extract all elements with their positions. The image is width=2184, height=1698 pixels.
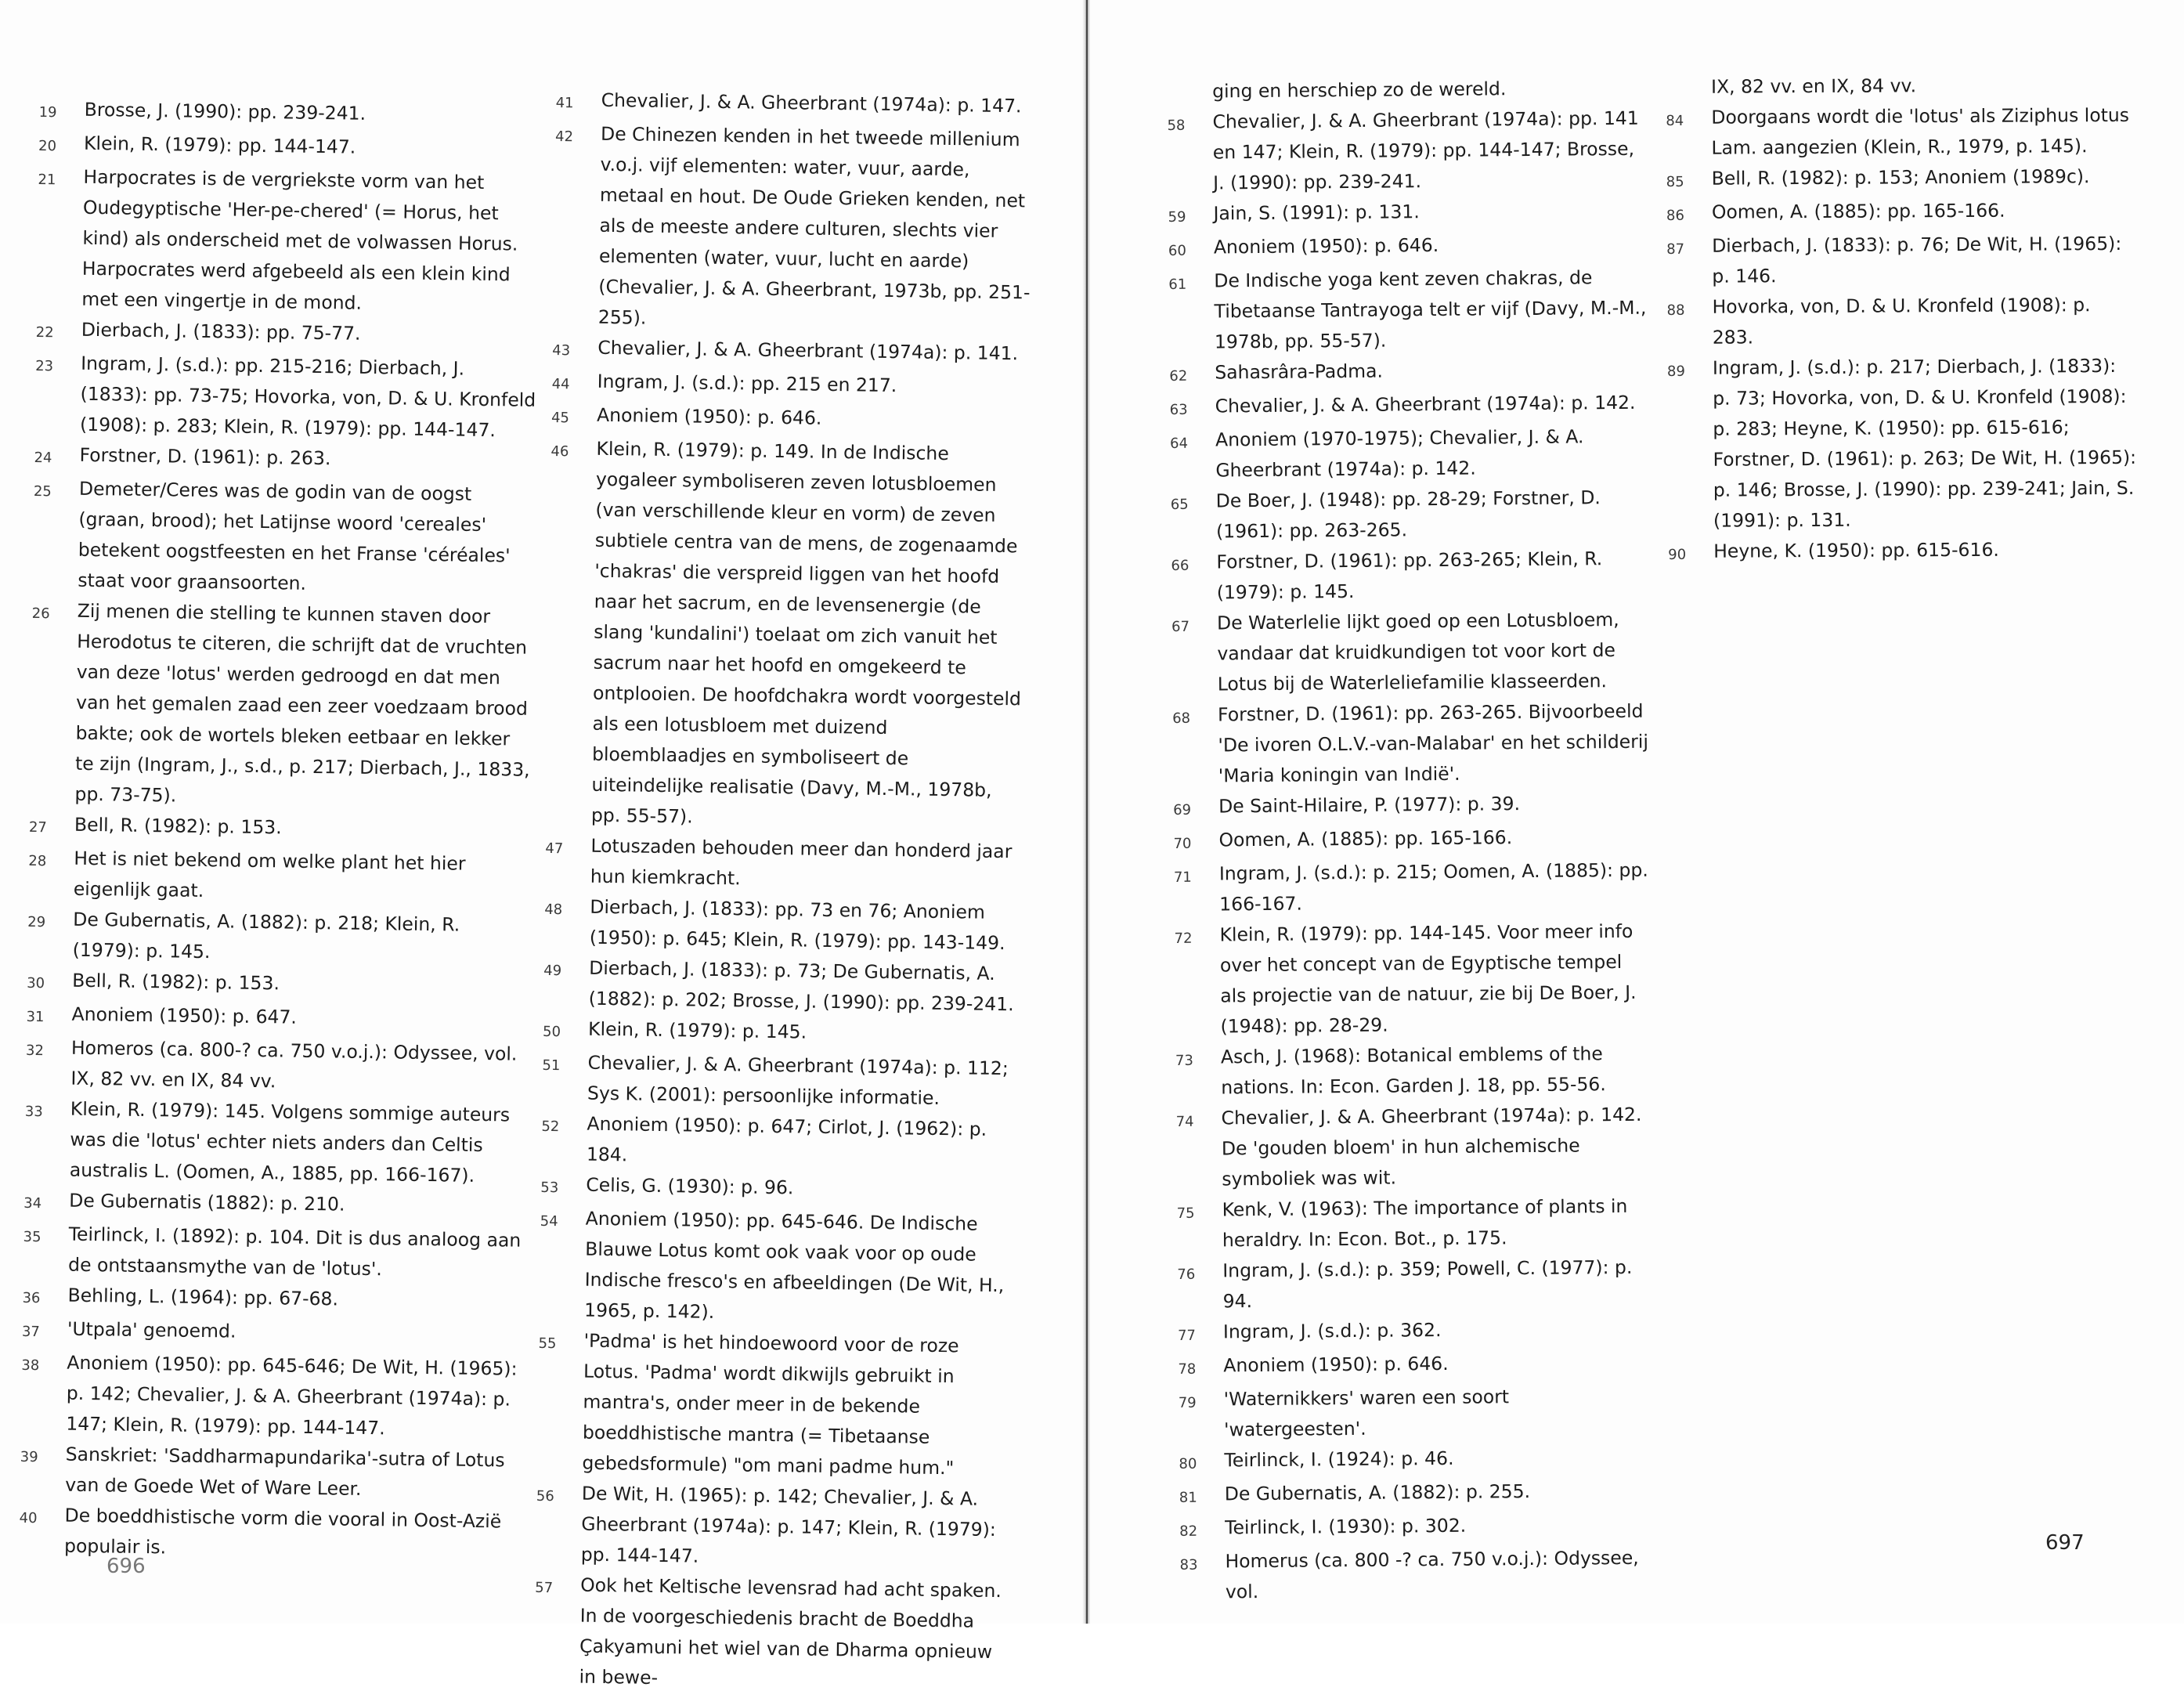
footnote-text: De Gubernatis (1882): p. 210. [69, 1189, 345, 1216]
footnote-number: 82 [1179, 1523, 1198, 1540]
footnote-text: Oomen, A. (1885): pp. 165-166. [1711, 199, 2005, 223]
footnote-continuation: ging en herschiep zo de wereld. [1212, 78, 1507, 103]
footnote-number: 56 [536, 1487, 554, 1505]
footnote-text: Teirlinck, I. (1924): p. 46. [1224, 1447, 1454, 1472]
footnote-number: 58 [1167, 117, 1186, 134]
footnote-number: 63 [1169, 401, 1188, 418]
footnote-number: 73 [1175, 1052, 1193, 1069]
footnote-text: Homeros (ca. 800-? ca. 750 v.o.j.): Odyssee, vol. IX, 82 vv. en IX, 84 vv. [70, 1036, 518, 1093]
left-page-column-2 [533, 85, 1034, 1698]
footnote-number: 21 [38, 171, 56, 189]
footnote [1179, 1476, 1657, 1513]
footnote-number: 55 [538, 1335, 557, 1353]
page-number-left: 696 [106, 1555, 146, 1578]
footnote-number: 45 [551, 409, 570, 427]
footnote-text: Behling, L. (1964): pp. 67-68. [67, 1284, 339, 1310]
footnote-number: 70 [1173, 835, 1192, 852]
footnote [1169, 354, 1647, 392]
footnote-number: 86 [1666, 207, 1684, 224]
footnote-text: Dierbach, J. (1833): pp. 75-77. [81, 318, 361, 345]
footnote [544, 891, 1023, 959]
footnote [1170, 421, 1648, 486]
footnote [20, 1439, 522, 1507]
footnote-number: 84 [1666, 112, 1684, 129]
footnote-text: Forstner, D. (1961): pp. 263-265; Klein, R. (1979): p. 145. [1216, 547, 1603, 604]
footnote-text: Chevalier, J. & A. Gheerbrant (1974a): p. 142. [1215, 391, 1636, 417]
footnote-number: 75 [1176, 1205, 1195, 1222]
footnote [536, 1478, 1015, 1577]
footnote-number: 52 [541, 1118, 560, 1136]
footnote-number: 22 [35, 323, 54, 341]
footnote-number: 43 [552, 341, 571, 359]
footnote-number: 85 [1666, 173, 1684, 190]
footnote-text: 'Utpala' genoemd. [67, 1317, 236, 1342]
footnote-text: Anoniem (1950): p. 646. [1213, 233, 1439, 258]
footnote-text: Zij menen die stelling te kunnen staven door Herodotus te citeren, die schrijft dat de vruchten van deze 'lotus' werden gedroogd en dat men van het gemalen zaad een zeer voedzaam brood bakte; ook de wortels bleken eetbaar en lekker te zijn (Ingram, J., s.d., p. 217; Dierbach, J., 1833, pp. 73-75). [74, 599, 530, 807]
footnote-text: Dierbach, J. (1833): p. 76; De Wit, H. (1965): p. 146. [1712, 232, 2122, 287]
footnote [1668, 534, 2138, 570]
footnote-number: 38 [21, 1357, 40, 1375]
footnote [1666, 161, 2136, 197]
footnote-text: Anoniem (1950): p. 647. [71, 1003, 298, 1028]
footnote-text: Ingram, J. (s.d.): p. 215; Oomen, A. (1885): pp. 166-167. [1218, 858, 1648, 916]
footnote-number: 89 [1666, 363, 1685, 380]
footnote [1176, 1191, 1655, 1256]
footnote [1667, 351, 2138, 536]
footnote [1167, 103, 1645, 199]
right-page [1090, 0, 2184, 1624]
footnote-text: Heyne, K. (1950): pp. 615-616. [1713, 538, 1999, 562]
footnote-text: Harpocrates is de vergriekste vorm van het Oudegyptische 'Her-pe-chered' (= Horus, het kind) als onderscheid met de volwassen Horus. Harpocrates werd afgebeeld als een klein kind met een vingertje in de mond. [81, 165, 518, 314]
footnote-number: 76 [1177, 1266, 1196, 1283]
footnote-text: De Chinezen kenden in het tweede millenium v.o.j. vijf elementen: water, vuur, aarde, metaal en hout. De Oude Grieken kenden, net als de meeste andere culturen, slechts vier elementen (water, vuur, lucht en aarde) (Chevalier, J. & A. Gheerbrant, 1973b, pp. 251-255). [597, 122, 1031, 329]
footnote-number: 54 [540, 1212, 558, 1230]
footnote [543, 952, 1021, 1021]
footnote [1171, 544, 1649, 609]
footnote-text: Anoniem (1950): pp. 645-646. De Indische Blauwe Lotus komt ook vaak voor op oude Indische fresco's en afbeeldingen (De Wit, H., 1965, p. 142). [583, 1207, 1005, 1323]
footnote-text: De Gubernatis, A. (1882): p. 255. [1224, 1480, 1531, 1505]
footnote-number: 67 [1171, 618, 1190, 635]
footnote-number: 72 [1174, 930, 1193, 947]
footnote-text: Sanskriet: 'Saddharmapundarika'-sutra of Lotus van de Goede Wet of Ware Leer. [65, 1443, 505, 1500]
footnote-number: 36 [22, 1289, 41, 1307]
footnote [1168, 195, 1645, 233]
footnote-text: 'Padma' is het hindoewoord voor de roze Lotus. 'Padma' wordt dikwijls gebruikt in mantra's, onder meer in de bekende boeddhistische mantra (= Tibetaanse gebedsformule) "om mani padme hum." [582, 1329, 959, 1479]
footnote-number: 69 [1173, 801, 1192, 818]
footnote-number: 62 [1169, 367, 1188, 385]
footnote [539, 1203, 1018, 1332]
footnote-text: Celis, G. (1930): p. 96. [586, 1173, 794, 1199]
footnote-text: Klein, R. (1979): pp. 144-147. [83, 132, 356, 158]
footnote-number: 57 [535, 1579, 554, 1597]
footnote-number: 71 [1173, 869, 1192, 886]
footnote [1168, 262, 1647, 358]
footnote-number: 83 [1179, 1556, 1198, 1573]
footnote-number: 66 [1171, 557, 1189, 574]
footnote [1666, 290, 2136, 353]
footnote-text: Bell, R. (1982): p. 153. [72, 969, 280, 995]
footnote-list [1666, 100, 2138, 570]
footnote [1666, 100, 2135, 164]
footnote-text: Chevalier, J. & A. Gheerbrant (1974a): p. 142. De 'gouden bloem' in hun alchemische symboliek was wit. [1221, 1103, 1642, 1190]
page-number-right: 697 [2045, 1531, 2085, 1555]
footnote-number: 80 [1179, 1455, 1197, 1472]
footnote-number: 47 [545, 840, 564, 858]
footnote-text: De Wit, H. (1965): p. 142; Chevalier, J. & A. Gheerbrant (1974a): p. 147; Klein, R. (1979): pp. 144-147. [580, 1482, 997, 1567]
left-page-column-1 [19, 94, 540, 1568]
footnote-text: Teirlinck, I. (1892): p. 104. Dit is dus analoog aan de ontstaansmythe van de 'lotus'. [67, 1223, 522, 1281]
left-page [0, 0, 1087, 1689]
footnote [1168, 229, 1646, 266]
footnote-number: 61 [1168, 276, 1187, 293]
footnote-text: Kenk, V. (1963): The importance of plants in heraldry. In: Econ. Bot., p. 175. [1222, 1194, 1628, 1252]
footnote-text: De boeddhistische vorm die vooral in Oost-Azië populair is. [63, 1504, 502, 1559]
footnote-number: 41 [555, 94, 574, 112]
footnote-text: Anoniem (1950): p. 647; Cirlot, J. (1962): p. 184. [586, 1112, 987, 1166]
footnote-number: 87 [1666, 240, 1685, 258]
right-page-column-2 [1666, 70, 2138, 570]
footnote-number: 74 [1175, 1113, 1194, 1130]
footnote-number: 20 [38, 137, 57, 155]
footnote-text: Doorgaans wordt die 'lotus' als Ziziphus lotus Lam. aangezien (Klein, R., 1979, p. 145). [1711, 103, 2130, 159]
footnote [36, 161, 540, 321]
footnote-text: Dierbach, J. (1833): pp. 73 en 76; Anoniem (1950): p. 645; Klein, R. (1979): pp. 143-149. [589, 895, 1005, 955]
footnote-number: 30 [26, 974, 45, 992]
footnote-text: Ingram, J. (s.d.): pp. 215 en 217. [597, 370, 897, 397]
footnote-number: 90 [1668, 546, 1687, 563]
footnote-text: Klein, R. (1979): p. 145. [587, 1017, 807, 1043]
footnote-number: 42 [554, 128, 574, 146]
footnote-text: Teirlinck, I. (1930): p. 302. [1225, 1514, 1467, 1539]
footnote-text: Sahasrâra-Padma. [1215, 359, 1384, 384]
footnote-text: De Gubernatis, A. (1882): p. 218; Klein, R. (1979): p. 145. [72, 908, 460, 963]
footnote-number: 46 [551, 443, 569, 461]
footnote-number: 60 [1168, 242, 1186, 259]
footnote [20, 1347, 523, 1446]
footnote-text: Ingram, J. (s.d.): p. 217; Dierbach, J. (1833): p. 73; Hovorka, von, D. & U. Kronfeld (1908): p. 283; Heyne, K. (1950): pp. 615-616; Forstner, D. (1961): p. 263; De Wit, H. (1965): p. 146; Brosse, J. (1990): pp. 239-241; Jain, S. (1991): p. 131. [1712, 354, 2137, 532]
footnote-text: Ingram, J. (s.d.): p. 359; Powell, C. (1977): p. 94. [1222, 1255, 1633, 1313]
footnote [1172, 696, 1651, 792]
footnote-number: 40 [19, 1509, 38, 1527]
footnote-number: 64 [1169, 435, 1189, 452]
footnote-number: 28 [28, 852, 47, 870]
footnote [24, 1093, 527, 1192]
footnote-number: 77 [1177, 1327, 1197, 1344]
footnote [28, 843, 530, 911]
footnote [1171, 482, 1649, 547]
footnote-number: 88 [1666, 302, 1685, 319]
footnote [1175, 1100, 1654, 1195]
footnote [32, 473, 535, 602]
footnote-text: Ingram, J. (s.d.): p. 362. [1222, 1319, 1442, 1343]
footnote-number: 65 [1170, 496, 1189, 513]
footnote-text: Klein, R. (1979): p. 149. In de Indische yogaleer symboliseren zeven lotusbloemen (van verschillende kleur en vorm) de zeven subtiele centra van de mens, de zogenaamde 'chakras' die verspreid liggen van het hoofd naar het sacrum, en de levensenergie (de slang 'kundalini') toelaat om zich vanuit het sacrum naar het hoofd en omgekeerd te ontplooien. De hoofdchakra wordt voorgesteld als een lotusbloem met duizend bloemblaadjes en symboliseert de uiteindelijke realisatie (Davy, M.-M., 1978b, pp. 55-57). [590, 437, 1022, 828]
footnote-number: 68 [1172, 710, 1191, 727]
footnote-number: 59 [1168, 208, 1186, 226]
footnote-text: Demeter/Ceres was de godin van de oogst (graan, brood); het Latijnse woord 'cereales' betekent oogstfeesten en het Franse 'céréales' staat voor graansoorten. [78, 477, 511, 594]
footnote [25, 1032, 527, 1100]
footnote-number: 49 [543, 962, 562, 980]
footnote-number: 50 [542, 1023, 561, 1041]
footnote [1170, 388, 1648, 425]
footnote-text: Klein, R. (1979): 145. Volgens sommige auteurs was die 'lotus' echter niets anders dan Celtis australis L. (Oomen, A., 1885, pp. 166-167). [69, 1097, 511, 1187]
footnote-text: De Saint-Hilaire, P. (1977): p. 39. [1218, 793, 1521, 818]
footnote-text: De Waterlelie lijkt goed op een Lotusbloem, vandaar dat kruidkundigen tot voor kort de Lotus bij de Waterleliefamilie klasseerden. [1216, 608, 1619, 695]
footnote-text: Dierbach, J. (1833): p. 73; De Gubernatis, A. (1882): p. 202; Brosse, J. (1990): pp. 239-241. [588, 956, 1014, 1016]
footnote [1178, 1313, 1655, 1351]
footnote-number: 35 [23, 1228, 42, 1246]
footnote-text: De Indische yoga kent zeven chakras, de Tibetaanse Tantrayoga telt er vijf (Davy, M.-M., 1978b, pp. 55-57). [1214, 266, 1647, 353]
footnote-number: 24 [34, 449, 52, 467]
footnote [1173, 822, 1651, 859]
footnote [533, 1570, 1013, 1698]
footnote [19, 1500, 521, 1568]
footnote-text: Anoniem (1950): p. 646. [1223, 1352, 1449, 1377]
footnote [29, 595, 533, 816]
footnote-text: De Boer, J. (1948): pp. 28-29; Forstner, D. (1961): pp. 263-265. [1215, 486, 1601, 543]
footnote-text: 'Waternikkers' waren een soort 'watergeesten'. [1223, 1385, 1510, 1441]
footnote-number: 31 [26, 1008, 45, 1026]
footnote [1179, 1381, 1657, 1446]
footnote-text: Chevalier, J. & A. Gheerbrant (1974a): p. 141. [597, 336, 1019, 365]
footnote-text: Anoniem (1950): p. 646. [596, 403, 822, 429]
footnote-text: Anoniem (1950): pp. 645-646; De Wit, H. (1965): p. 142; Chevalier, J. & A. Gheerbrant (1974a): p. 147; Klein, R. (1979): pp. 144-147. [66, 1351, 518, 1440]
footnote-text: Chevalier, J. & A. Gheerbrant (1974a): pp. 141 en 147; Klein, R. (1979): pp. 144-147; Brosse, J. (1990): pp. 239-241. [1212, 107, 1639, 194]
footnote-number: 37 [21, 1323, 40, 1341]
footnote-number: 26 [31, 605, 50, 623]
footnote [1666, 195, 2136, 231]
footnote-text: Hovorka, von, D. & U. Kronfeld (1908): p. 283. [1712, 294, 2091, 349]
footnote [1179, 1543, 1658, 1608]
footnote-number: 81 [1179, 1489, 1197, 1506]
footnote-text: Chevalier, J. & A. Gheerbrant (1974a): p. 147. [601, 89, 1022, 117]
footnote-text: Chevalier, J. & A. Gheerbrant (1974a): p. 112; Sys K. (2001): persoonlijke informatie. [587, 1051, 1009, 1109]
footnote [1179, 1442, 1656, 1479]
footnote-text: Brosse, J. (1990): pp. 239-241. [84, 98, 366, 125]
footnote-text: Bell, R. (1982): p. 153; Anoniem (1989c). [1711, 165, 2090, 190]
footnote [541, 1108, 1020, 1176]
footnote-text: Homerus (ca. 800 -? ca. 750 v.o.j.): Odyssee, vol. [1225, 1546, 1639, 1603]
footnote [553, 118, 1034, 338]
footnote-text: Jain, S. (1991): p. 131. [1213, 201, 1420, 225]
footnote [545, 830, 1023, 898]
footnote-continuation: IX, 82 vv. en IX, 84 vv. [1711, 74, 1917, 98]
footnote [536, 1325, 1016, 1484]
footnote-text: Lotuszaden behouden meer dan honderd jaar hun kiemkracht. [590, 834, 1013, 890]
footnote-number: 27 [28, 818, 47, 836]
footnote-number: 39 [20, 1448, 38, 1466]
footnote-number: 51 [542, 1057, 561, 1075]
footnote [1174, 855, 1652, 920]
footnote-number: 34 [23, 1194, 42, 1212]
footnote-number: 33 [24, 1103, 43, 1121]
footnote-number: 48 [544, 901, 563, 919]
footnote-number: 78 [1178, 1360, 1197, 1378]
footnote-number: 25 [33, 482, 52, 500]
footnote [1173, 788, 1651, 826]
footnote [1666, 229, 2136, 292]
footnote-number: 23 [35, 357, 54, 375]
right-page-column-1 [1167, 73, 1658, 1608]
footnote [546, 433, 1029, 836]
footnote-number: 29 [27, 913, 46, 931]
footnote [34, 348, 537, 446]
footnote [23, 1219, 525, 1287]
footnote [1171, 605, 1650, 700]
footnote-number: 79 [1178, 1394, 1197, 1411]
footnote-text: Anoniem (1970-1975); Chevalier, J. & A. Gheerbrant (1974a): p. 142. [1215, 425, 1584, 482]
footnote-number: 53 [540, 1179, 559, 1197]
footnote [1175, 1039, 1654, 1104]
footnote [1174, 916, 1652, 1042]
footnote-text: Oomen, A. (1885): pp. 165-166. [1218, 826, 1513, 851]
footnote-text: Forstner, D. (1961): pp. 263-265. Bijvoorbeeld 'De ivoren O.L.V.-van-Malabar' en het schilderij 'Maria koningin van Indië'. [1217, 699, 1649, 787]
footnote [1177, 1252, 1655, 1317]
footnote-text: Ook het Keltische levensrad had acht spaken. In de voorgeschiedenis bracht de Boeddha Çakyamuni het wiel van de Dharma opnieuw in bewe- [579, 1573, 1002, 1689]
footnote-number: 32 [25, 1042, 44, 1060]
footnote [1178, 1347, 1655, 1385]
footnote-text: Het is niet bekend om welke plant het hier eigenlijk gaat. [73, 847, 466, 902]
footnote-number: 19 [38, 103, 57, 121]
footnote-text: Asch, J. (1968): Botanical emblems of the nations. In: Econ. Garden J. 18, pp. 55-56. [1220, 1042, 1606, 1099]
footnote [27, 904, 529, 972]
footnote-text: Forstner, D. (1961): p. 263. [79, 443, 331, 470]
footnote [1179, 1509, 1657, 1547]
footnote-text: Bell, R. (1982): p. 153. [74, 813, 282, 839]
footnote [542, 1047, 1020, 1115]
footnote-text: Klein, R. (1979): pp. 144-145. Voor meer info over het concept van de Egyptische tempel als projectie van de natuur, zie bij De Boer, J. (1948): pp. 28-29. [1219, 919, 1637, 1038]
footnote-text: Ingram, J. (s.d.): pp. 215-216; Dierbach, J. (1833): pp. 73-75; Hovorka, von, D. & U. Kronfeld (1908): p. 283; Klein, R. (1979): pp. 144-147. [79, 352, 536, 442]
footnote-number: 44 [551, 375, 570, 393]
footnote-list [1167, 103, 1658, 1608]
